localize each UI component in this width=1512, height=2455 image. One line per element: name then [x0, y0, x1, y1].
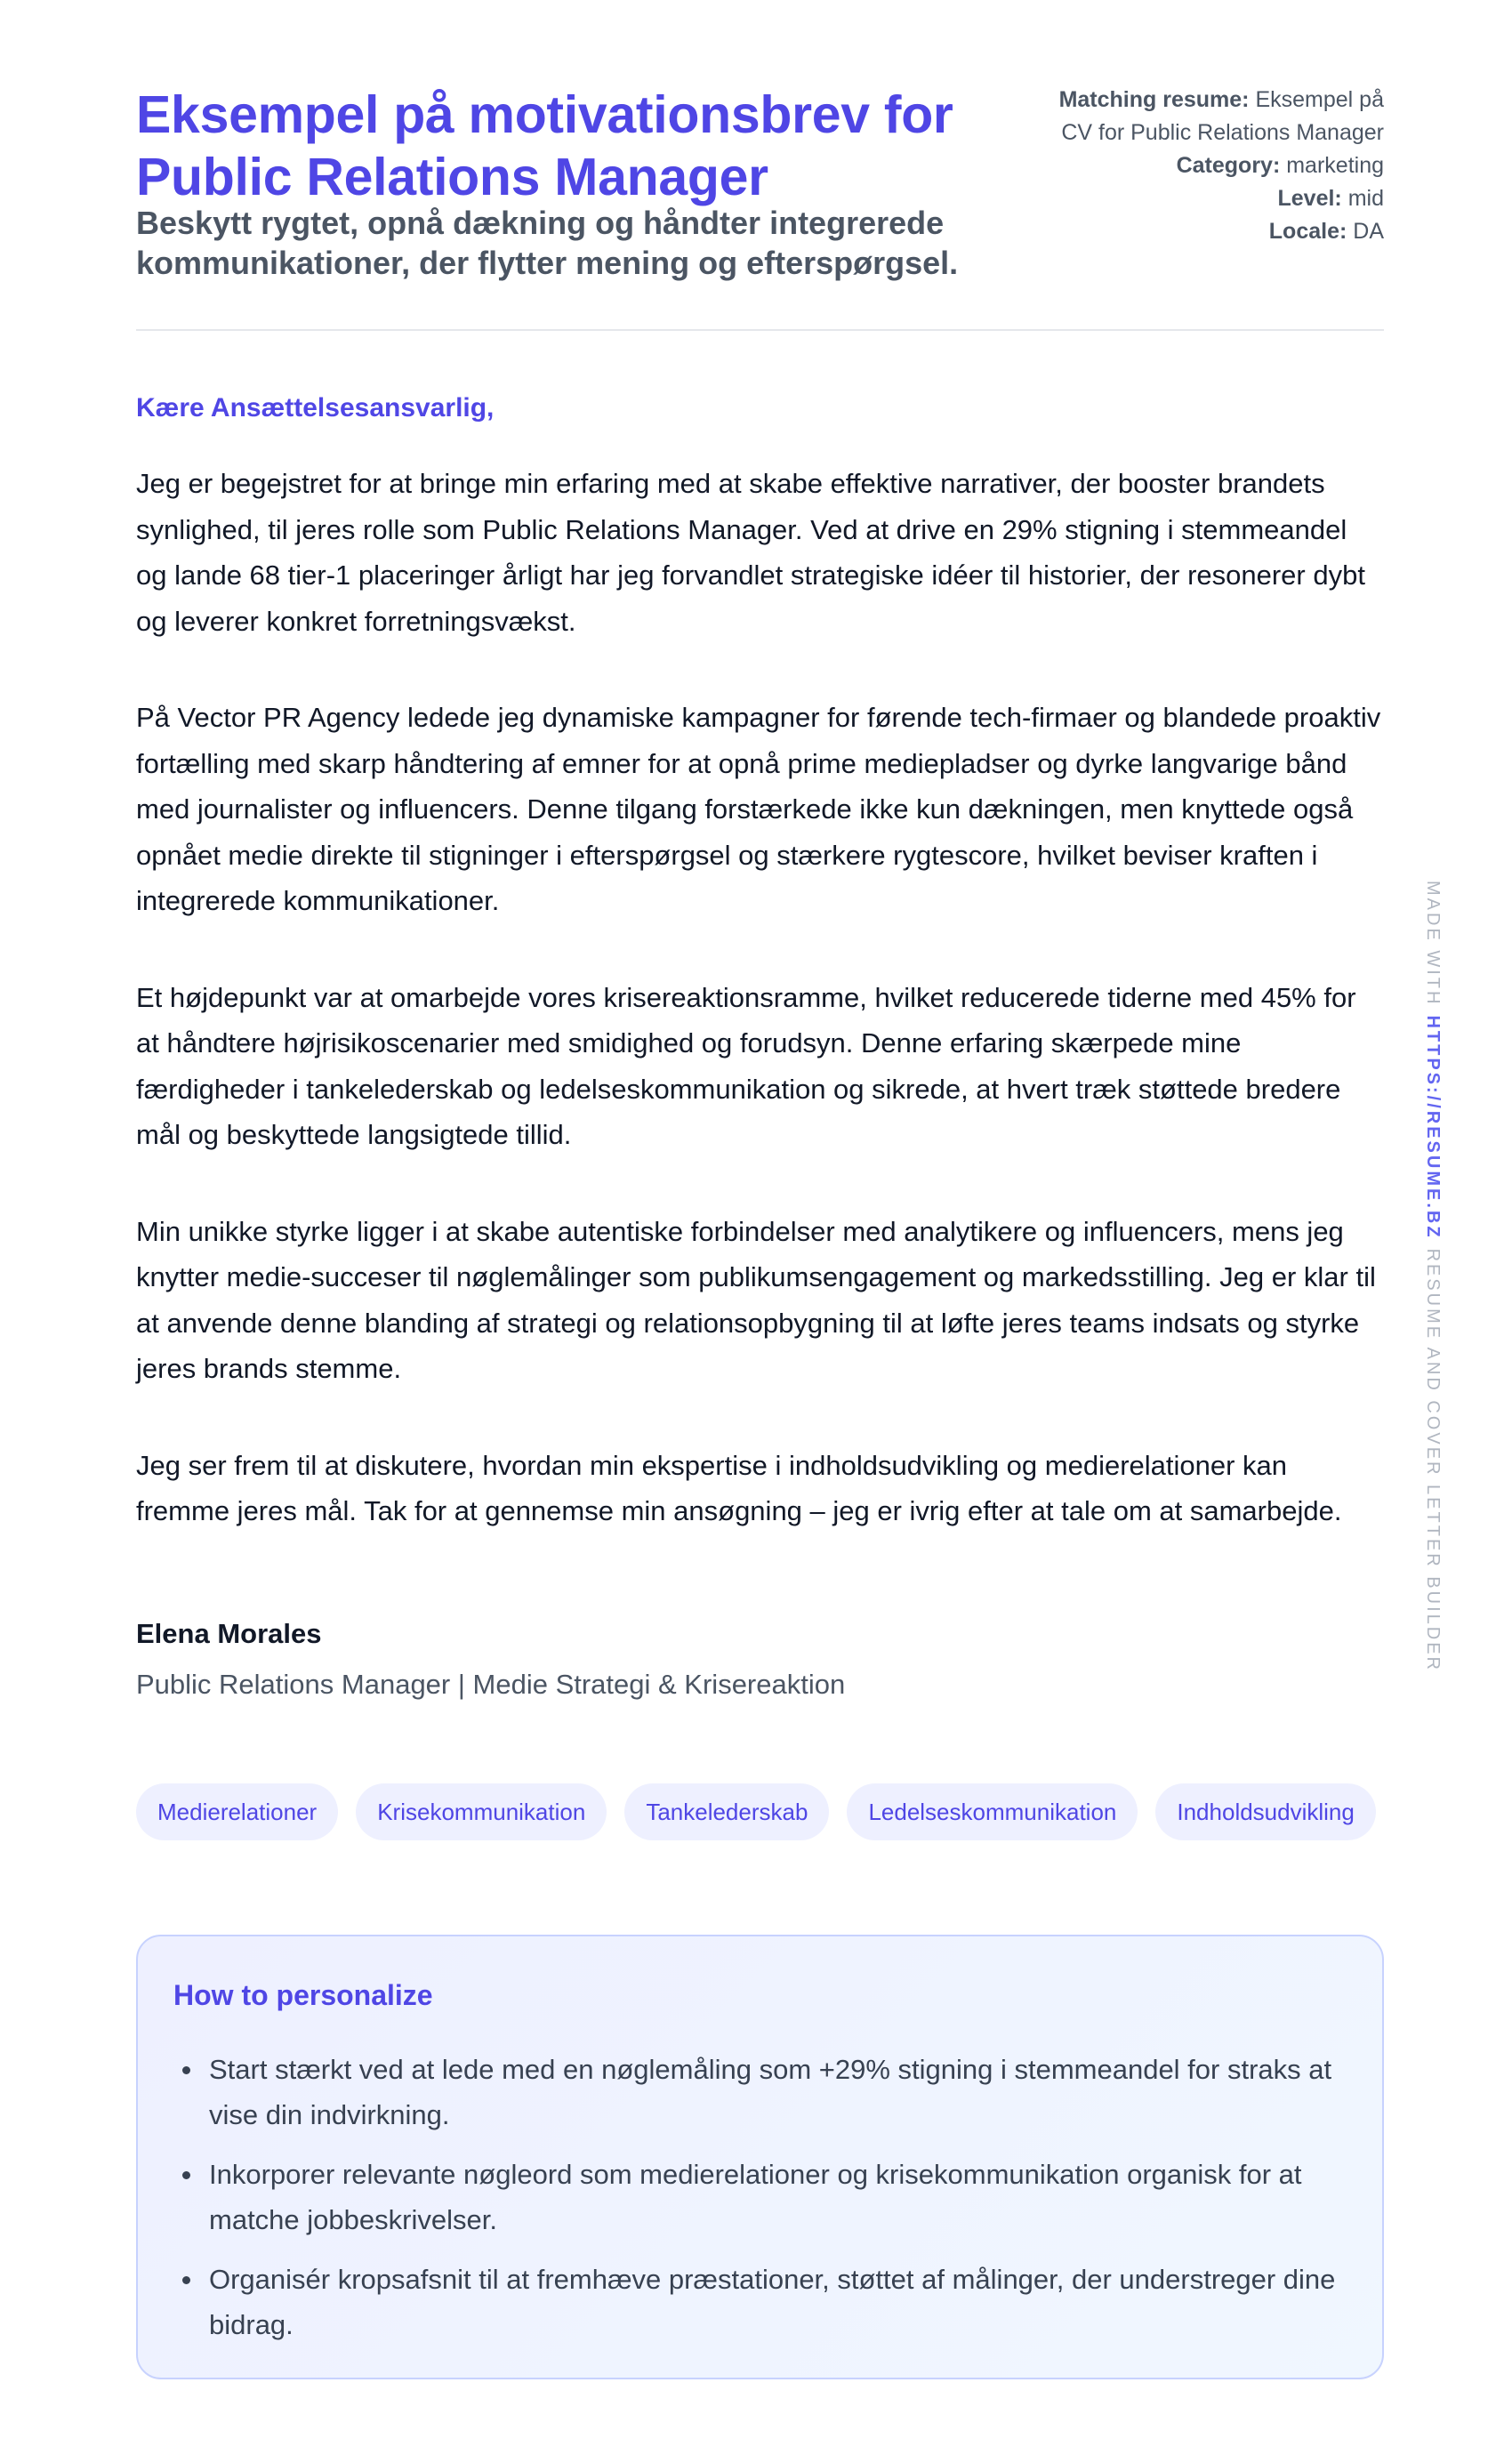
meta-level-label: Level:	[1277, 186, 1342, 211]
skill-tag: Krisekommunikation	[356, 1783, 607, 1840]
watermark-suffix: RESUME AND COVER LETTER BUILDER	[1423, 1248, 1443, 1672]
skill-tag: Indholdsudvikling	[1155, 1783, 1375, 1840]
meta-level-value: mid	[1347, 186, 1384, 211]
skill-tag: Medierelationer	[136, 1783, 338, 1840]
signature-role: Public Relations Manager | Medie Strategi & Krisereaktion	[136, 1669, 846, 1700]
meta-category	[1028, 149, 1384, 182]
header	[136, 0, 1384, 331]
page-subtitle: Beskytt rygtet, opnå dækning og håndter integrerede kommunikationer, der flytter mening og efterspørgsel.	[136, 205, 959, 281]
meta-matching-resume-value: Eksempel på CV for Public Relations Manager	[1061, 87, 1384, 145]
meta-matching-resume	[1028, 84, 1384, 149]
tip-item: Inkorporer relevante nøgleord som medierelationer og krisekommunikation organisk for at matche jobbeskrivelser.	[173, 2152, 1347, 2242]
meta-category-value: marketing	[1286, 153, 1384, 178]
watermark-link[interactable]: HTTPS://RESUME.BZ	[1423, 1015, 1443, 1240]
meta-panel	[1028, 84, 1384, 248]
page-title: Eksempel på motivationsbrev for Public Relations Manager	[136, 85, 953, 206]
tip-item: Organisér kropsafsnit til at fremhæve præstationer, støttet af målinger, der understreger dine bidrag.	[173, 2257, 1347, 2347]
meta-locale	[1028, 215, 1384, 248]
meta-locale-value: DA	[1353, 219, 1384, 244]
tips-list	[173, 2047, 1347, 2362]
watermark-prefix: MADE WITH	[1423, 881, 1443, 1007]
letter-paragraph: Jeg er begejstret for at bringe min erfaring med at skabe effektive narrativer, der booster brandets synlighed, til jeres rolle som Public Relations Manager. Ved at drive en 29% stigning i stemmeandel og lande 68 tier-1 placeringer årligt har jeg forvandlet strategiske idéer til historier, der resonerer dybt og leverer konkret forretningsvækst.	[136, 468, 1365, 637]
letter-greeting: Kære Ansættelsesansvarlig,	[136, 393, 495, 423]
letter-paragraph: Min unikke styrke ligger i at skabe autentiske forbindelser med analytikere og influencers, mens jeg knytter medie-succeser til nøglemålinger som publikumsengagement og markedsstilling. Jeg er klar til at anvende denne blanding af strategi og relationsopbygning til at løfte jeres teams indsats og styrke jeres brands stemme.	[136, 1215, 1376, 1384]
tips-title: How to personalize	[173, 1979, 433, 2011]
meta-matching-resume-label: Matching resume:	[1058, 87, 1250, 112]
skill-tag: Tankelederskab	[624, 1783, 829, 1840]
letter-paragraph: Jeg ser frem til at diskutere, hvordan min ekspertise i indholdsudvikling og medierelationer kan fremme jeres mål. Tak for at gennemse min ansøgning – jeg er ivrig efter at tale om at samarbejde.	[136, 1449, 1342, 1526]
skill-tags	[136, 1783, 1376, 1840]
cover-letter-page	[136, 0, 1384, 2340]
skill-tag: Ledelseskommunikation	[847, 1783, 1138, 1840]
meta-category-label: Category:	[1176, 153, 1281, 178]
letter-paragraph: På Vector PR Agency ledede jeg dynamiske kampagner for førende tech-firmaer og blandede proaktiv fortælling med skarp håndtering af emner for at opnå prime mediepladser og dyrke langvarige bånd med journalister og influencers. Denne tilgang forstærkede ikke kun dækningen, men knyttede også opnået medie direkte til stigninger i efterspørgsel og stærkere rygtescore, hvilket beviser kraften i integrerede kommunikationer.	[136, 702, 1381, 916]
letter-paragraph: Et højdepunkt var at omarbejde vores krisereaktionsramme, hvilket reducerede tiderne med 45% for at håndtere højrisikoscenarier med smidighed og forudsyn. Denne erfaring skærpede mine færdigheder i tankelederskab og ledelseskommunikation og sikrede, at hvert træk støttede bredere mål og beskyttede langsigtede tillid.	[136, 981, 1356, 1150]
tip-item: Start stærkt ved at lede med en nøglemåling som +29% stigning i stemmeandel for straks at vise din indvirkning.	[173, 2047, 1347, 2137]
letter-body	[136, 461, 1384, 1585]
personalize-tips-box	[136, 1935, 1384, 2379]
made-with-watermark	[1422, 881, 1443, 1672]
meta-locale-label: Locale:	[1268, 219, 1347, 244]
signature-name: Elena Morales	[136, 1618, 322, 1649]
meta-level	[1028, 182, 1384, 215]
